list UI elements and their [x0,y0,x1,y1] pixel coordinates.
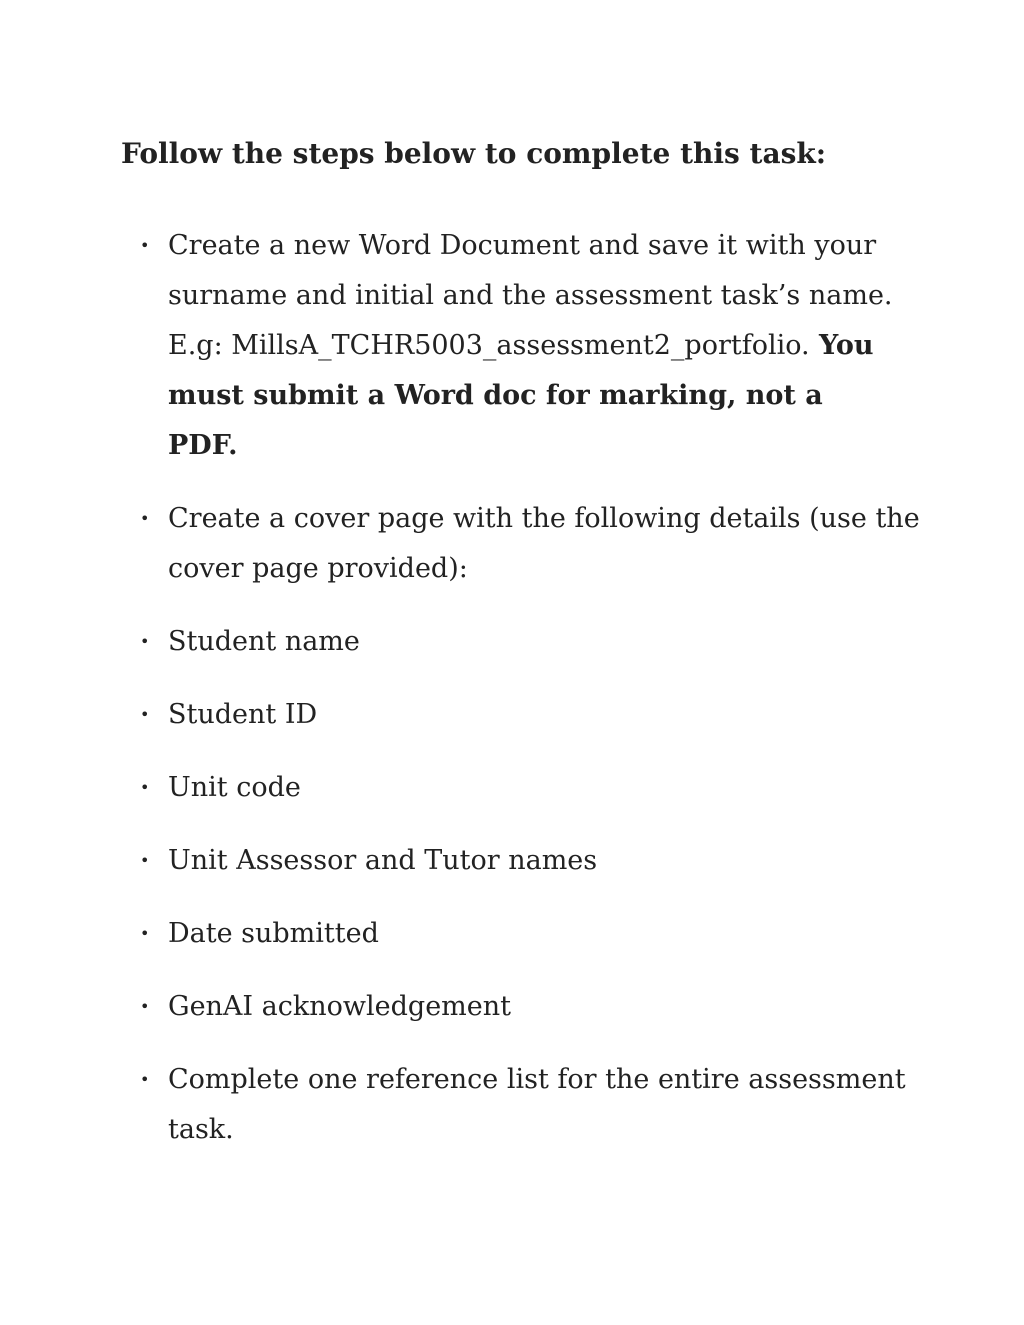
filename-example: E.g: MillsA_TCHR5003_assessment2_portfolio. [168,330,810,361]
step-text-line: surname and initial and the assessment task’s name. [168,280,893,311]
bullet-icon: • [140,997,150,1016]
bullet-icon: • [140,705,150,724]
bullet-icon: • [140,236,150,255]
list-item-genai [121,982,921,1032]
submission-warning-start: You [809,330,874,361]
steps-list [121,221,921,1178]
list-item-student-name [121,617,921,667]
list-item-student-id [121,690,921,740]
step-text-line: Complete one reference list for the entire assessment [168,1064,906,1095]
bullet-icon: • [140,509,150,528]
step-text-line: Unit Assessor and Tutor names [168,845,598,876]
bullet-icon: • [140,1070,150,1089]
bullet-icon: • [140,778,150,797]
step-text-line [168,321,921,371]
step-text-line: Unit code [168,772,301,803]
step-text-line: Student ID [168,699,318,730]
list-item-cover-page [121,494,921,594]
step-text-line: Student name [168,626,360,657]
step-text-line: GenAI acknowledgement [168,991,511,1022]
submission-warning-line: must submit a Word doc for marking, not a [168,380,823,411]
bullet-icon: • [140,924,150,943]
list-item-unit-code [121,763,921,813]
step-text-line: Create a new Word Document and save it with your [168,230,877,261]
step-text-line: task. [168,1114,234,1145]
list-item-assessor-tutor [121,836,921,886]
step-text-line: cover page provided): [168,553,468,584]
instructions-heading: Follow the steps below to complete this task: [121,137,827,170]
list-item-create-document [121,221,921,471]
bullet-icon: • [140,851,150,870]
step-text-line: Create a cover page with the following details (use the [168,503,920,534]
submission-warning-line: PDF. [168,430,238,461]
bullet-icon: • [140,632,150,651]
list-item-reference-list [121,1055,921,1155]
list-item-date-submitted [121,909,921,959]
step-text-line: Date submitted [168,918,379,949]
